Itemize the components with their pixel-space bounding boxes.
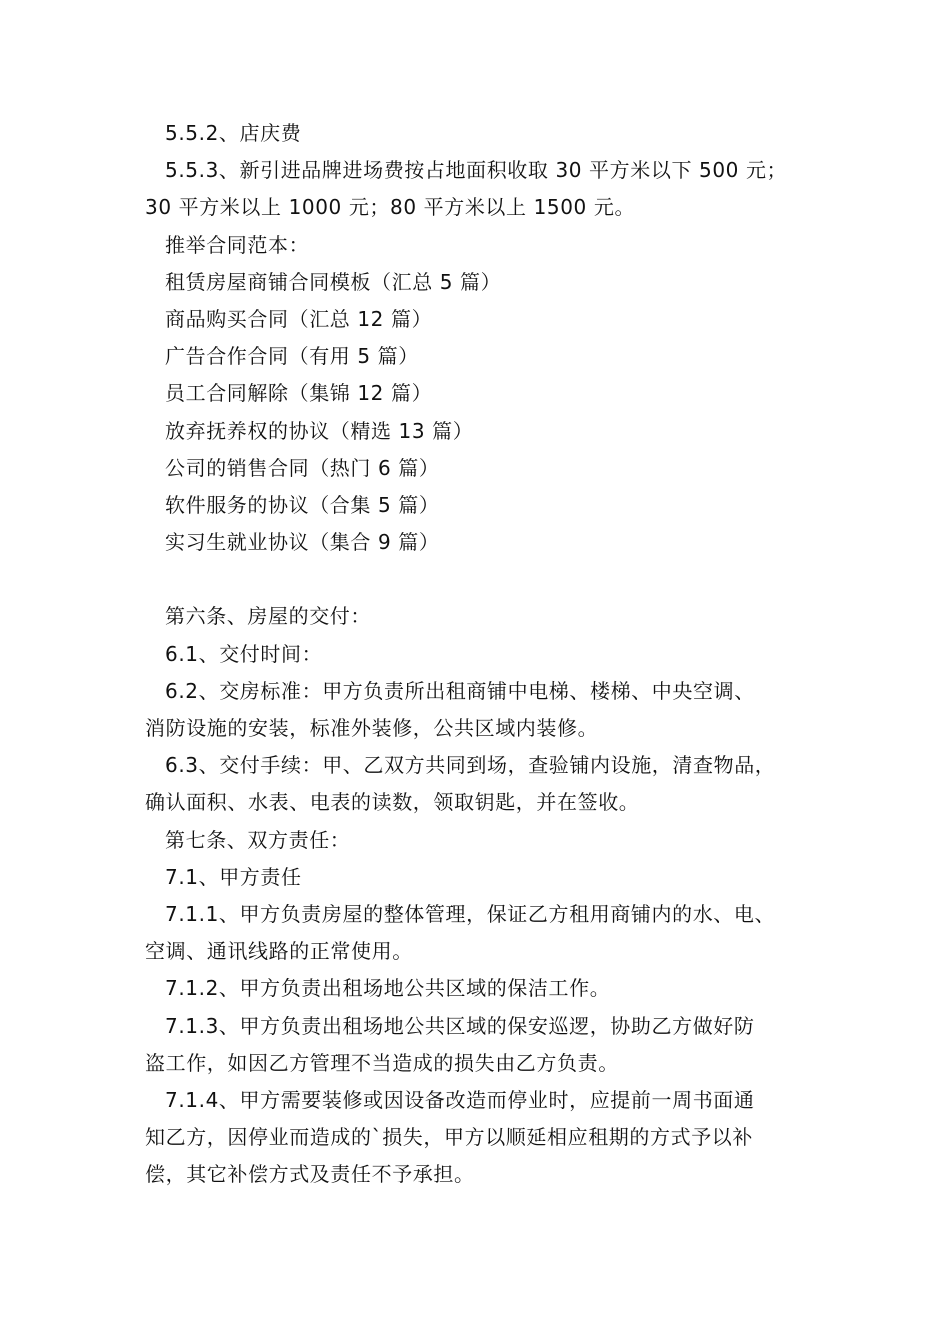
paragraph-line: 7.1、甲方责任 xyxy=(165,864,302,889)
paragraph-line: 知乙方，因停业而造成的`损失，甲方以顺延相应租期的方式予以补 xyxy=(145,1125,753,1150)
paragraph-line: 第七条、双方责任： xyxy=(165,827,351,852)
paragraph-line: 员工合同解除（集锦 12 篇） xyxy=(165,381,433,406)
paragraph-line: 商品购买合同（汇总 12 篇） xyxy=(165,306,433,331)
document-body xyxy=(145,115,825,1193)
paragraph-line: 7.1.3、甲方负责出租场地公共区域的保安巡逻，协助乙方做好防 xyxy=(165,1013,755,1038)
paragraph-line: 放弃抚养权的协议（精选 13 篇） xyxy=(165,418,474,443)
paragraph-line: 公司的销售合同（热门 6 篇） xyxy=(165,455,440,480)
paragraph-line: 30 平方米以上 1000 元；80 平方米以上 1500 元。 xyxy=(145,195,636,220)
blank-line xyxy=(145,561,825,598)
paragraph-line: 6.3、交付手续：甲、乙双方共同到场，查验铺内设施，清查物品， xyxy=(165,753,776,778)
paragraph-line: 7.1.2、甲方负责出租场地公共区域的保洁工作。 xyxy=(165,976,611,1001)
paragraph-line: 5.5.2、店庆费 xyxy=(165,121,302,145)
paragraph-line: 确认面积、水表、电表的读数，领取钥匙，并在签收。 xyxy=(145,790,640,815)
paragraph-line: 7.1.1、甲方负责房屋的整体管理，保证乙方租用商铺内的水、电、 xyxy=(165,901,776,926)
paragraph-line: 5.5.3、新引进品牌进场费按占地面积收取 30 平方米以下 500 元； xyxy=(165,158,788,183)
paragraph-line: 空调、通讯线路的正常使用。 xyxy=(145,939,413,964)
paragraph-line: 租赁房屋商铺合同模板（汇总 5 篇） xyxy=(165,269,502,294)
paragraph-line: 广告合作合同（有用 5 篇） xyxy=(165,344,419,369)
paragraph-line: 6.1、交付时间： xyxy=(165,641,323,666)
paragraph-line: 第六条、房屋的交付： xyxy=(165,604,371,629)
paragraph-line: 推举合同范本： xyxy=(165,232,310,257)
paragraph-line: 消防设施的安装，标准外装修，公共区域内装修。 xyxy=(145,716,599,740)
paragraph-line: 7.1.4、甲方需要装修或因设备改造而停业时，应提前一周书面通 xyxy=(165,1087,755,1112)
paragraph-line: 实习生就业协议（集合 9 篇） xyxy=(165,530,440,555)
paragraph-line: 软件服务的协议（合集 5 篇） xyxy=(165,492,440,517)
paragraph-line: 偿，其它补偿方式及责任不予承担。 xyxy=(145,1162,475,1187)
paragraph-line: 盗工作，如因乙方管理不当造成的损失由乙方负责。 xyxy=(145,1050,619,1075)
paragraph-line: 6.2、交房标准：甲方负责所出租商铺中电梯、楼梯、中央空调、 xyxy=(165,678,755,703)
